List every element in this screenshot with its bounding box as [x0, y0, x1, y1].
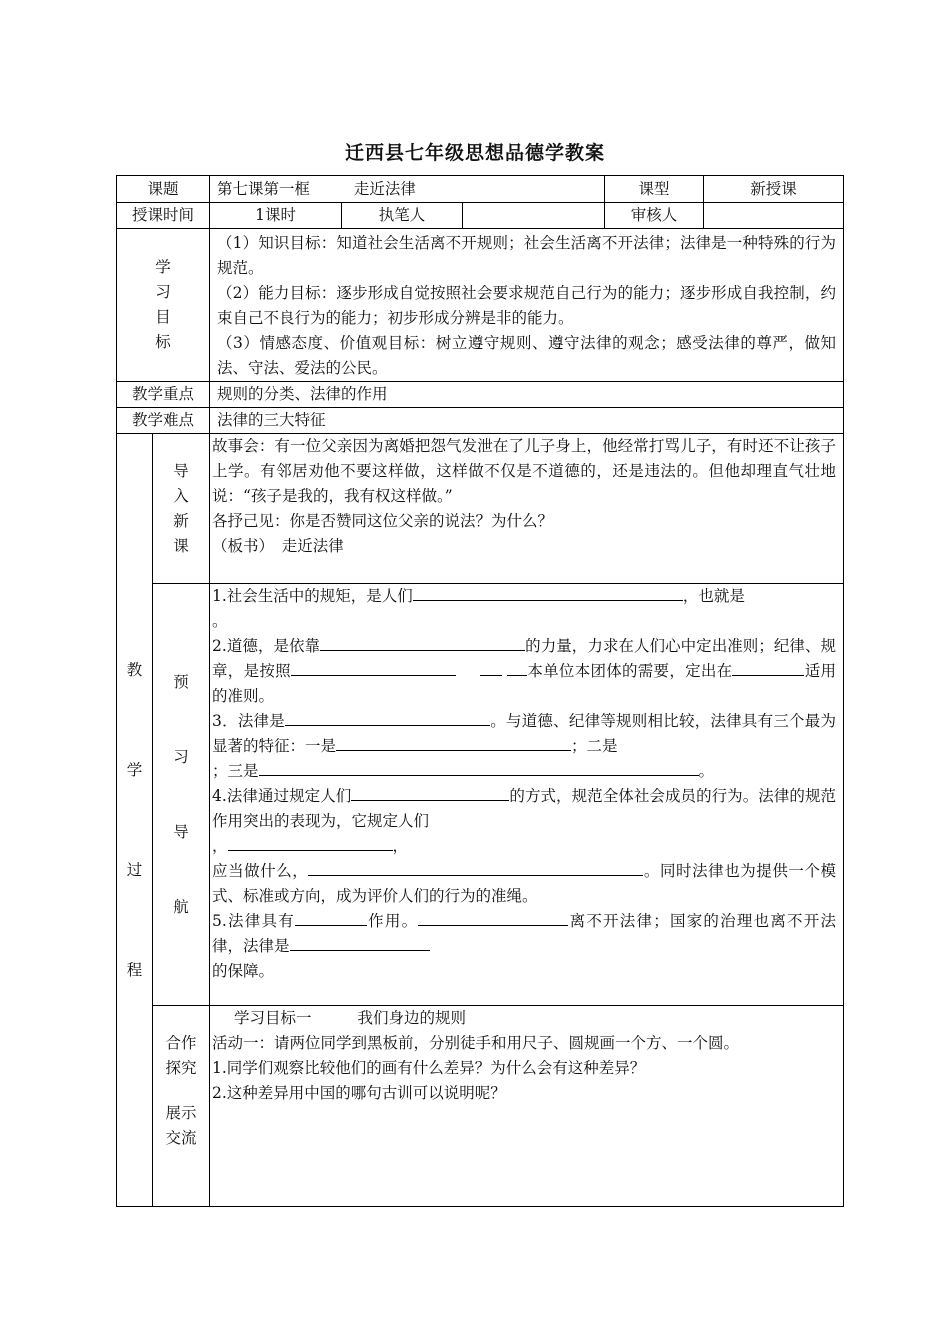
- explore-q2: 2.这种差异用中国的哪句古训可以说明呢？: [212, 1084, 506, 1102]
- blank[interactable]: [228, 835, 393, 851]
- objective-knowledge: （1）知识目标：知道社会生活离不开规则；社会生活离不开法律；法律是一种特殊的行为规范。: [217, 234, 837, 277]
- blank[interactable]: [351, 785, 509, 801]
- blank[interactable]: [320, 635, 525, 651]
- row-topic: [117, 176, 844, 203]
- reviewer-value: [704, 203, 844, 229]
- preview-q3: 3．法律是 。与道德、纪律等规则相比较，法律具有三个最为显著的特征：一是 ；二是 ；三是 。: [212, 712, 837, 780]
- document-title: 迁西县七年级思想品德学教案: [344, 142, 605, 164]
- time-label: 授课时间: [117, 203, 210, 229]
- explore-activity: 活动一：请两位同学到黑板前，分别徒手和用尺子、圆规画一个方、一个圆。: [212, 1034, 740, 1052]
- preview-q2: 2.道德，是依靠 的力量，力求在人们心中定出准则；纪律、规章，是按照 本单位本团体的需要，定出在 适用的准则。: [212, 637, 837, 705]
- topic-lesson: 第七课第一框: [217, 179, 311, 198]
- blank[interactable]: [291, 660, 456, 676]
- objective-attitude: （3）情感态度、价值观目标：树立遵守规则、遵守法律的观念；感受法律的尊严，做知法、守法、爱法的公民。: [217, 334, 837, 377]
- intro-story: 故事会：有一位父亲因为离婚把怨气发泄在了儿子身上，他经常打骂儿子，有时还不让孩子上学。有邻居劝他不要这样做，这样做不仅是不道德的，还是违法的。但他却理直气壮地说：“孩子是我的，我有权这样做。”: [212, 437, 837, 505]
- preview-q5: 5.法律具有 作用。 离不开法律；国家的治理也离不开法律，法律是 的保障。: [212, 912, 837, 980]
- explore-heading: 学习目标一 我们身边的规则: [234, 1009, 467, 1027]
- row-objectives: [117, 229, 844, 382]
- difficulty-value: 法律的三大特征: [210, 408, 844, 434]
- writer-value: [463, 203, 605, 229]
- row-time: [117, 203, 844, 229]
- type-label: 课型: [605, 176, 704, 203]
- blank[interactable]: [418, 910, 568, 926]
- preview-q4: 4.法律通过规定人们 的方式，规范全体社会成员的行为。法律的规范作用突出的表现为，它规定人们 ， ， 应当做什么， 。同时法律也为提供一个模式、标准或方向，成为评价人们的行为的准绳。: [212, 787, 837, 905]
- reviewer-label: 审核人: [605, 203, 704, 229]
- writer-label: 执笔人: [342, 203, 463, 229]
- objectives-label: 学 习 目 标: [117, 229, 210, 382]
- explore-label: 合作 探究 展示 交流: [153, 1006, 210, 1207]
- lesson-plan-table: [116, 175, 844, 1207]
- topic-name: 走近法律: [353, 179, 416, 198]
- key-point-value: 规则的分类、法律的作用: [210, 382, 844, 408]
- blank[interactable]: [308, 860, 643, 876]
- blank[interactable]: [259, 760, 699, 776]
- type-value: 新授课: [704, 176, 844, 203]
- process-label: 教 学 过 程: [117, 434, 153, 1207]
- topic-value: [210, 176, 605, 203]
- explore-q1: 1.同学们观察比较他们的画有什么差异？为什么会有这种差异？: [212, 1059, 646, 1077]
- intro-question: 各抒己见：你是否赞同这位父亲的说法？为什么？: [212, 512, 554, 530]
- blank[interactable]: [480, 660, 502, 676]
- row-explore: [117, 1006, 844, 1207]
- intro-content: [210, 434, 844, 584]
- blank[interactable]: [507, 660, 527, 676]
- row-key-point: [117, 382, 844, 408]
- blank[interactable]: [413, 585, 683, 601]
- row-difficulty: [117, 408, 844, 434]
- key-point-label: 教学重点: [117, 382, 210, 408]
- row-intro: [117, 434, 844, 584]
- intro-label: 导 入 新 课: [153, 434, 210, 584]
- blank[interactable]: [732, 660, 804, 676]
- row-preview: [117, 584, 844, 1006]
- objectives-content: [210, 229, 844, 382]
- intro-board: （板书） 走近法律: [212, 537, 344, 555]
- topic-label: 课题: [117, 176, 210, 203]
- blank[interactable]: [285, 710, 490, 726]
- blank[interactable]: [295, 910, 367, 926]
- time-value: 1课时: [210, 203, 342, 229]
- explore-content: [210, 1006, 844, 1207]
- difficulty-label: 教学难点: [117, 408, 210, 434]
- objective-ability: （2）能力目标：逐步形成自觉按照社会要求规范自己行为的能力；逐步形成自我控制，约束自己不良行为的能力；初步形成分辨是非的能力。: [217, 284, 837, 327]
- blank[interactable]: [290, 935, 430, 951]
- preview-content: [210, 584, 844, 1006]
- preview-q1: 1.社会生活中的规矩，是人们 ，也就是 。: [212, 587, 745, 630]
- blank[interactable]: [336, 735, 571, 751]
- preview-label: 预 习 导 航: [153, 584, 210, 1006]
